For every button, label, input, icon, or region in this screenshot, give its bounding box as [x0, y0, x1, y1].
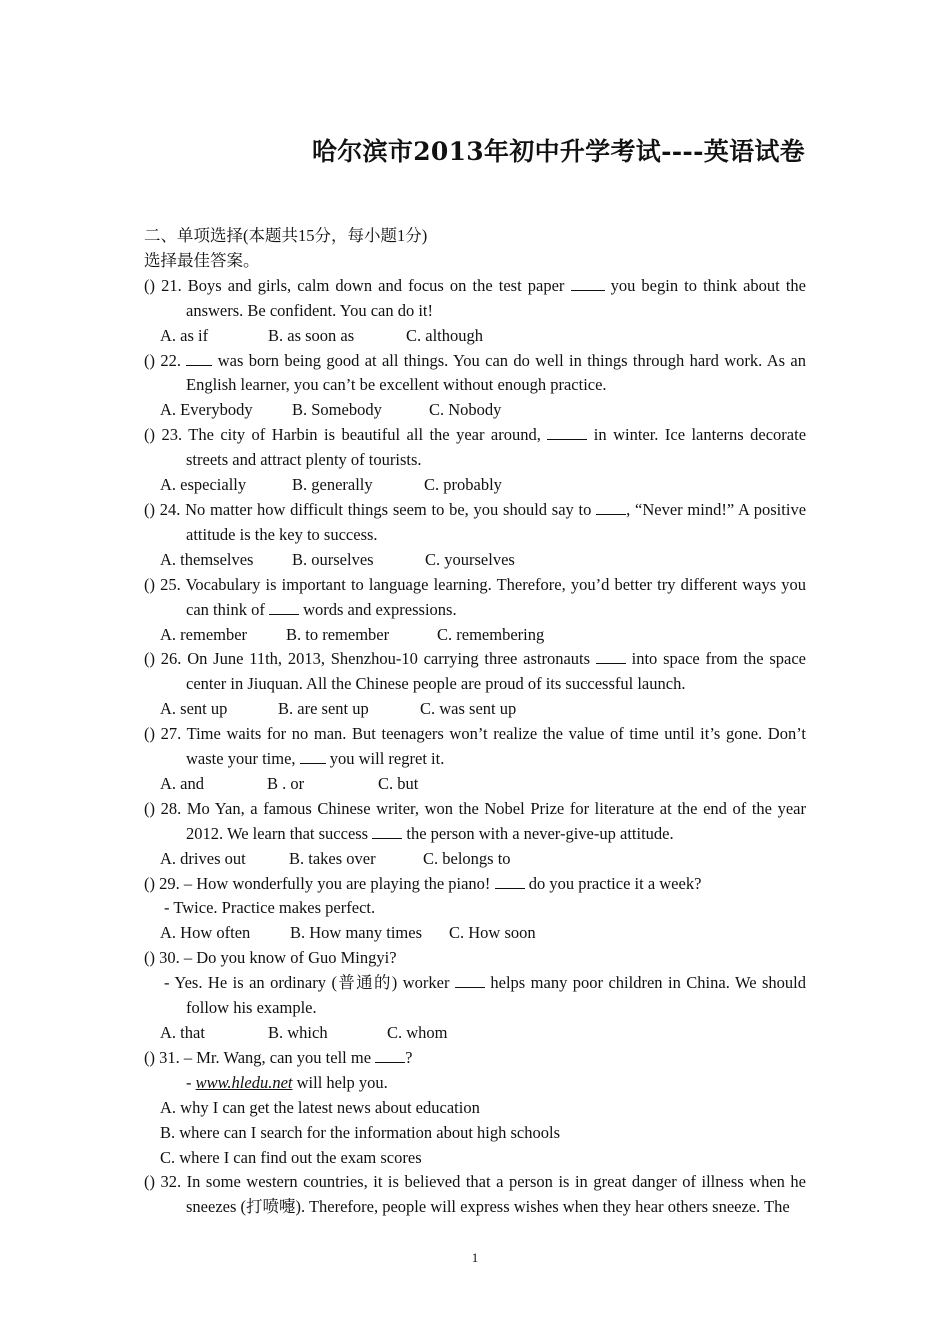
option-a: A. why I can get the latest news about education	[160, 1097, 480, 1117]
answer-blank	[300, 749, 326, 764]
option-c: C. was sent up	[420, 699, 517, 719]
question-24	[144, 498, 806, 548]
reply-29: - Twice. Practice makes perfect.	[164, 898, 376, 918]
question-prefix: () 25.	[144, 574, 181, 594]
question-prefix: () 27.	[144, 724, 182, 744]
question-31	[144, 1046, 806, 1071]
question-prefix: () 32.	[144, 1172, 182, 1192]
option-a: A. sent up	[160, 699, 228, 719]
question-text: – Do you know of Guo Mingyi?	[183, 948, 397, 968]
option-c: C. How soon	[449, 923, 536, 943]
question-prefix: () 31.	[144, 1047, 180, 1067]
question-text: into space from the space center in Jiuquan. All the Chinese people are proud of its successful launch.	[186, 649, 806, 694]
options-24	[144, 548, 806, 573]
option-c: C. probably	[424, 475, 502, 495]
question-list	[144, 224, 806, 1220]
answer-blank	[269, 600, 299, 615]
reply-text: will help you.	[296, 1072, 388, 1092]
option-a: A. How often	[160, 923, 251, 943]
option-a: A. that	[160, 1023, 205, 1042]
question-prefix: () 22.	[144, 350, 181, 370]
reply-30	[144, 971, 806, 1021]
question-text: On June 11th, 2013, Shenzhou-10 carrying three astronauts	[187, 649, 591, 669]
reply-text: helps many poor children in China. We should follow his example.	[186, 973, 807, 1018]
answer-blank	[455, 973, 485, 988]
question-text: do you practice it a week?	[528, 873, 702, 893]
question-prefix: () 21.	[144, 275, 182, 295]
option-a: A. remember	[160, 624, 248, 644]
question-23	[144, 423, 806, 473]
page-title: 哈尔滨市2013年初中升学考试----英语试卷	[312, 137, 805, 166]
question-text: Boys and girls, calm down and focus on the test paper	[187, 275, 565, 295]
instruction: 选择最佳答案。	[144, 250, 260, 270]
question-29	[144, 872, 806, 897]
option-c: C. belongs to	[423, 848, 511, 868]
question-text: the person with a never-give-up attitude.	[406, 823, 674, 843]
question-30	[144, 946, 806, 971]
question-25	[144, 573, 806, 623]
options-26	[144, 697, 806, 722]
option-c: C. yourselves	[425, 549, 515, 569]
option-a: A. as if	[160, 325, 209, 345]
option-a: A. and	[160, 773, 204, 793]
question-prefix: () 28.	[144, 798, 182, 818]
answer-blank	[186, 351, 212, 366]
option-a: A. Everybody	[160, 400, 253, 420]
options-29	[144, 921, 806, 946]
option-b: B. Somebody	[292, 400, 382, 420]
options-22	[144, 398, 806, 423]
reply-31: - www.hledu.net will help you.	[186, 1072, 388, 1092]
question-text: – Mr. Wang, can you tell me	[183, 1047, 372, 1067]
question-prefix: () 29.	[144, 873, 180, 893]
question-32	[144, 1170, 806, 1220]
question-prefix: () 26.	[144, 649, 182, 669]
options-30	[144, 1021, 806, 1046]
option-b: B. How many times	[290, 923, 422, 943]
option-c: C. remembering	[437, 624, 545, 644]
option-b: B. to remember	[286, 624, 390, 644]
answer-blank	[547, 425, 587, 440]
question-text: In some western countries, it is believed that a person is in great danger of illness when he sneezes (打喷嚏). Therefore, people will express wishes when they hear others sneeze. The	[186, 1172, 807, 1217]
option-b: B. are sent up	[278, 699, 369, 719]
answer-blank	[571, 276, 605, 291]
options-21	[144, 324, 806, 349]
question-text: Vocabulary is important to language learning. Therefore, you’d better try different ways you can think of	[185, 574, 807, 619]
page-number: 1	[471, 1250, 479, 1265]
option-b: B. which	[268, 1023, 328, 1042]
question-text: in winter. Ice lanterns decorate streets and attract plenty of tourists.	[186, 425, 807, 470]
option-b: B. takes over	[289, 848, 376, 868]
option-a: A. themselves	[160, 549, 254, 569]
question-28	[144, 797, 806, 847]
question-text: , “Never mind!” A positive attitude is the key to success.	[186, 499, 807, 544]
options-25	[144, 623, 806, 648]
question-26	[144, 647, 806, 697]
question-22	[144, 349, 806, 399]
option-c: C. but	[378, 773, 419, 793]
options-27	[144, 772, 806, 797]
question-prefix: () 23.	[144, 425, 183, 445]
section-heading: 二、单项选择(本题共15分，每小题1分)	[144, 226, 428, 245]
question-text: you will regret it.	[329, 749, 445, 769]
question-text: – How wonderfully you are playing the piano!	[183, 873, 491, 893]
question-text: you begin to think about the answers. Be confident. You can do it!	[186, 275, 807, 320]
option-a: A. especially	[160, 475, 247, 495]
question-text: No matter how difficult things seem to be, you should say to	[185, 499, 592, 519]
question-text: was born being good at all things. You can do well in things through hard work. As an English learner, you can’t be excellent without enough practice.	[186, 350, 806, 395]
option-c: C. Nobody	[429, 400, 502, 420]
option-c: C. where I can find out the exam scores	[160, 1147, 422, 1167]
website-link[interactable]: www.hledu.net	[195, 1072, 293, 1092]
answer-blank	[372, 824, 402, 839]
reply-text: - Yes. He is an ordinary (普通的) worker	[164, 973, 450, 993]
option-c: C. whom	[387, 1023, 448, 1042]
answer-blank	[495, 874, 525, 889]
option-b: B . or	[267, 773, 305, 793]
question-prefix: () 24.	[144, 499, 181, 519]
question-prefix: () 30.	[144, 948, 180, 968]
option-a: A. drives out	[160, 848, 246, 868]
options-23	[144, 473, 806, 498]
answer-blank	[596, 649, 626, 664]
question-text: ?	[405, 1047, 413, 1067]
question-text: The city of Harbin is beautiful all the year around,	[188, 425, 541, 445]
options-28	[144, 847, 806, 872]
answer-blank	[596, 500, 626, 515]
question-21	[144, 274, 806, 324]
option-b: B. where can I search for the information about high schools	[160, 1122, 561, 1142]
answer-blank	[375, 1048, 405, 1063]
option-c: C. although	[406, 325, 483, 345]
question-text: Mo Yan, a famous Chinese writer, won the Nobel Prize for literature at the end of the year 2012. We learn that success	[186, 798, 806, 843]
option-b: B. ourselves	[292, 549, 374, 569]
option-b: B. as soon as	[268, 325, 355, 345]
option-b: B. generally	[292, 475, 373, 495]
question-27	[144, 722, 806, 772]
question-text: Time waits for no man. But teenagers won’t realize the value of time until it’s gone. Don’t waste your time,	[186, 724, 806, 769]
question-text: words and expressions.	[303, 599, 457, 619]
